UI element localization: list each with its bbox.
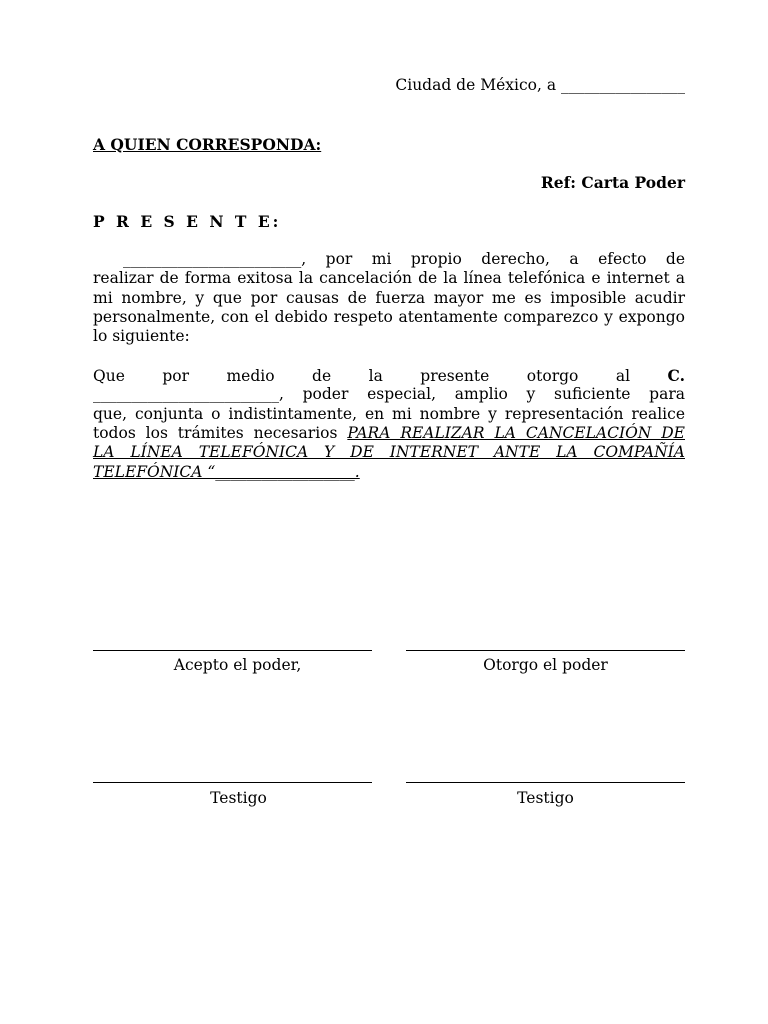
- paragraph2-line4-emph: PARA REALIZAR LA CANCELACIÓN DE: [347, 424, 685, 442]
- paragraph2-line2: ________________________, poder especial, amplio y suficiente para: [93, 385, 685, 403]
- paragraph2-line4-plain: todos los trámites necesarios: [93, 424, 348, 442]
- paragraph2-line6: TELEFÓNICA “__________________.: [93, 463, 360, 481]
- paragraph2-line1-text: Que por medio de la presente otorgo al: [93, 367, 631, 385]
- paragraph1-line2: realizar de forma exitosa la cancelación de la línea telefónica e internet a: [93, 269, 685, 287]
- paragraph2-line5: LA LÍNEA TELEFÓNICA Y DE INTERNET ANTE LA COMPAÑÍA: [93, 443, 685, 461]
- signature-label-grant: Otorgo el poder: [483, 656, 608, 674]
- signature-label-witness-right: Testigo: [517, 789, 574, 807]
- reference: Ref: Carta Poder: [540, 173, 685, 192]
- signature-line-grant: [406, 650, 685, 651]
- place-date: Ciudad de México, a ________________: [395, 76, 685, 94]
- paragraph1-line4: personalmente, con el debido respeto atentamente comparezco y expongo: [93, 308, 685, 326]
- paragraph2-line3: que, conjunta o indistintamente, en mi nombre y representación realice: [93, 405, 685, 423]
- paragraph2-line1: [93, 366, 685, 386]
- paragraph1-line5: lo siguiente:: [93, 327, 190, 345]
- paragraph2-line1-bold: C.: [667, 366, 685, 385]
- signature-line-witness-left: [93, 782, 372, 783]
- paragraph1-line3: mi nombre, y que por causas de fuerza mayor me es imposible acudir: [93, 289, 685, 307]
- signature-line-witness-right: [406, 782, 685, 783]
- paragraph2-line4: [93, 424, 685, 443]
- signature-label-accept: Acepto el poder,: [173, 656, 302, 674]
- signature-label-witness-left: Testigo: [210, 789, 267, 807]
- presente-heading: P R E S E N T E:: [93, 212, 282, 231]
- signature-line-accept: [93, 650, 372, 651]
- addressee: A QUIEN CORRESPONDA:: [93, 135, 322, 154]
- paragraph1-line1: _______________________, por mi propio derecho, a efecto de: [123, 250, 685, 268]
